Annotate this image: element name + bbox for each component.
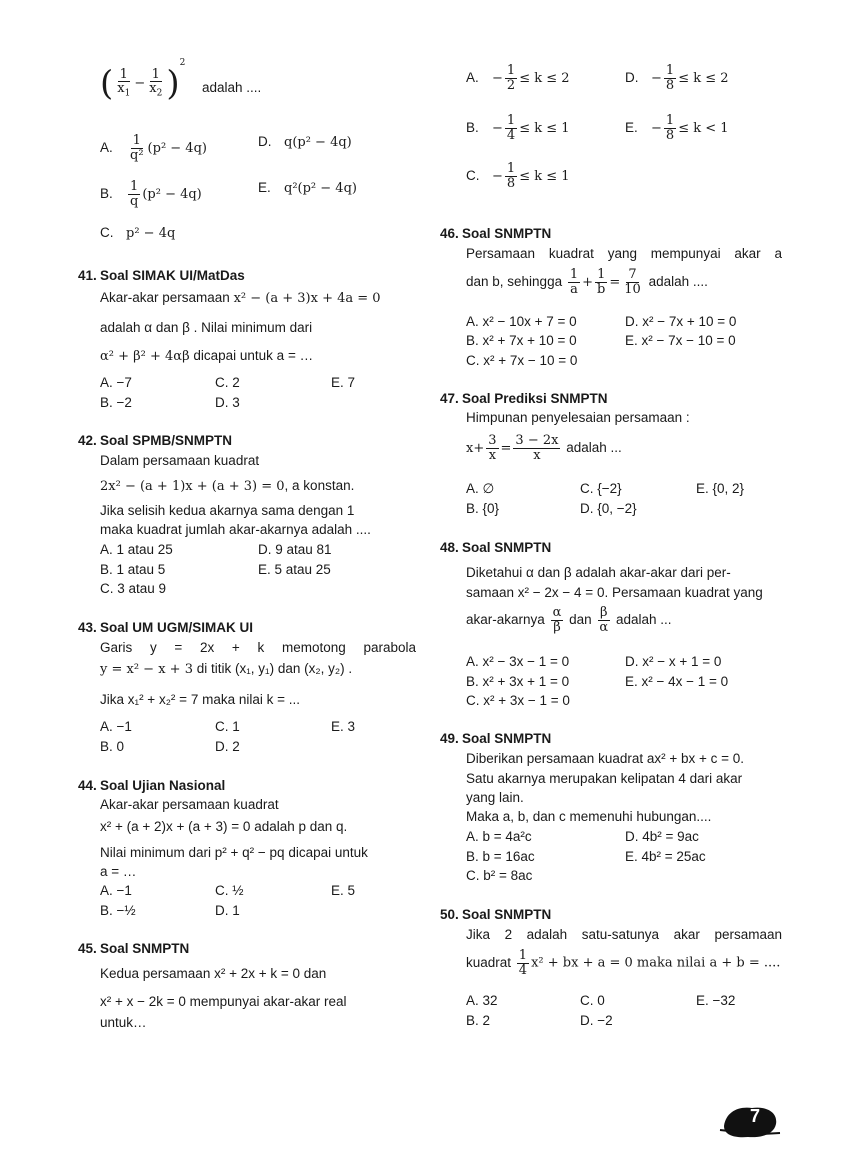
q46-line1: Persamaan kuadrat yang mempunyai akar a <box>466 246 782 261</box>
q45-line1: Kedua persamaan x² + 2x + k = 0 dan <box>100 966 327 981</box>
q45-option-e[interactable]: E. − $\frac{1}{8}$ ≤ k < 1 <box>625 113 729 143</box>
q49-option-c[interactable]: C. b² = 8ac <box>466 868 533 883</box>
q46-option-c[interactable]: C. x² + 7x − 10 = 0 <box>466 353 578 368</box>
q40-expression: ( $\frac{1}{x_1}$ − $\frac{1}{x_2}$ )$^2$ <box>100 58 186 104</box>
q45-line3: untuk… <box>100 1015 147 1030</box>
q44-heading: 44. Soal Ujian Nasional <box>78 778 226 793</box>
q50-option-e[interactable]: E. −32 <box>696 993 736 1008</box>
q50-option-a[interactable]: A. 32 <box>466 993 498 1008</box>
q49-line2: Satu akarnya merupakan kelipatan 4 dari akar <box>466 771 743 786</box>
q46-option-a[interactable]: A. x² − 10x + 7 = 0 <box>466 314 577 329</box>
page-number: 7 <box>749 1106 760 1126</box>
q47-option-d[interactable]: D. {0, −2} <box>580 501 637 516</box>
q49-heading: 49. Soal SNMPTN <box>440 731 552 746</box>
q43-heading: 43. Soal UM UGM/SIMAK UI <box>78 620 254 635</box>
q43-line3: Jika x₁² + x₂² = 7 maka nilai k = ... <box>100 692 300 707</box>
q47-option-e[interactable]: E. {0, 2} <box>696 481 745 496</box>
q49-option-a[interactable]: A. b = 4a²c <box>466 829 532 844</box>
q41-line2: adalah α dan β . Nilai minimum dari <box>100 320 313 335</box>
q42-option-c[interactable]: C. 3 atau 9 <box>100 581 167 596</box>
q50-option-c[interactable]: C. 0 <box>580 993 605 1008</box>
q41-option-c[interactable]: C. 2 <box>215 375 240 390</box>
q43-option-b[interactable]: B. 0 <box>100 739 125 754</box>
q42-line2: Jika selisih kedua akarnya sama dengan 1 <box>100 503 355 518</box>
q50-line2: kuadrat $\frac{1}{4}$ x² + bx + a = 0 maka nilai a + b = .... <box>466 948 781 978</box>
q49-option-b[interactable]: B. b = 16ac <box>466 849 535 864</box>
q42-heading: 42. Soal SPMB/SNMPTN <box>78 433 233 448</box>
q44-line2: x² + (a + 2)x + (a + 3) = 0 adalah p dan q. <box>100 819 348 834</box>
q44-option-a[interactable]: A. −1 <box>100 883 132 898</box>
q45-heading: 45. Soal SNMPTN <box>78 941 190 956</box>
q42-option-e[interactable]: E. 5 atau 25 <box>258 562 331 577</box>
q47-option-b[interactable]: B. {0} <box>466 501 500 516</box>
q41-option-e[interactable]: E. 7 <box>331 375 356 390</box>
q46-heading: 46. Soal SNMPTN <box>440 226 552 241</box>
q40-option-d[interactable]: D. q(p² − 4q) <box>258 134 352 150</box>
q40-option-e[interactable]: E. q²(p² − 4q) <box>258 180 357 196</box>
q49-line4: Maka a, b, dan c memenuhi hubungan.... <box>466 809 712 824</box>
q40-tail: adalah .... <box>202 80 262 95</box>
q48-line1: Diketahui α dan β adalah akar-akar dari per- <box>466 565 731 580</box>
q48-option-c[interactable]: C. x² + 3x − 1 = 0 <box>466 693 570 708</box>
q45-option-c[interactable]: C. − $\frac{1}{8}$ ≤ k ≤ 1 <box>466 161 570 191</box>
q40-option-b[interactable]: B. $\frac{1}{q}$ (p² − 4q) <box>100 179 202 209</box>
q43-option-c[interactable]: C. 1 <box>215 719 240 734</box>
q49-option-e[interactable]: E. 4b² = 25ac <box>625 849 706 864</box>
q48-line2: samaan x² − 2x − 4 = 0. Persamaan kuadrat yang <box>466 585 763 600</box>
q43-line2: y = x² − x + 3 di titik (x₁, y₁) dan (x₂, y₂) . <box>100 661 353 677</box>
q46-option-d[interactable]: D. x² − 7x + 10 = 0 <box>625 314 737 329</box>
q43-option-e[interactable]: E. 3 <box>331 719 356 734</box>
q50-line1: Jika 2 adalah satu-satunya akar persamaan <box>466 927 782 942</box>
q50-heading: 50. Soal SNMPTN <box>440 907 552 922</box>
q44-option-b[interactable]: B. −½ <box>100 903 136 918</box>
q44-line4: a = … <box>100 864 137 879</box>
q44-option-d[interactable]: D. 1 <box>215 903 240 918</box>
q44-line1: Akar-akar persamaan kuadrat <box>100 797 279 812</box>
q41-option-d[interactable]: D. 3 <box>215 395 240 410</box>
q47-heading: 47. Soal Prediksi SNMPTN <box>440 391 608 406</box>
q49-option-d[interactable]: D. 4b² = 9ac <box>625 829 699 844</box>
q48-heading: 48. Soal SNMPTN <box>440 540 552 555</box>
q47-option-c[interactable]: C. {−2} <box>580 481 622 496</box>
q44-option-c[interactable]: C. ½ <box>215 883 244 898</box>
q42-option-b[interactable]: B. 1 atau 5 <box>100 562 166 577</box>
q43-line1: Garis y = 2x + k memotong parabola <box>100 640 416 655</box>
q41-line1: Akar-akar persamaan x² − (a + 3)x + 4a = 0 <box>100 290 381 306</box>
q48-option-b[interactable]: B. x² + 3x + 1 = 0 <box>466 674 570 689</box>
q42-option-d[interactable]: D. 9 atau 81 <box>258 542 332 557</box>
q47-line1: Himpunan penyelesaian persamaan : <box>466 410 690 425</box>
q42-line1: Dalam persamaan kuadrat <box>100 453 260 468</box>
q48-option-e[interactable]: E. x² − 4x − 1 = 0 <box>625 674 729 689</box>
q41-line3: α² + β² + 4αβ dicapai untuk a = … <box>100 348 314 364</box>
q43-option-a[interactable]: A. −1 <box>100 719 132 734</box>
q46-option-e[interactable]: E. x² − 7x − 10 = 0 <box>625 333 736 348</box>
q47-equation: x+ $\frac{3}{x}$ = $\frac{3 - 2x}{x}$ adalah ... <box>466 433 622 463</box>
q50-option-b[interactable]: B. 2 <box>466 1013 491 1028</box>
q45-option-d[interactable]: D. − $\frac{1}{8}$ ≤ k ≤ 2 <box>625 63 729 93</box>
q41-option-a[interactable]: A. −7 <box>100 375 132 390</box>
q42-line3: maka kuadrat jumlah akar-akarnya adalah .... <box>100 522 371 537</box>
q49-line1: Diberikan persamaan kuadrat ax² + bx + c = 0. <box>466 751 745 766</box>
q44-option-e[interactable]: E. 5 <box>331 883 356 898</box>
q50-option-d[interactable]: D. −2 <box>580 1013 613 1028</box>
q45-option-a[interactable]: A. − $\frac{1}{2}$ ≤ k ≤ 2 <box>466 63 570 93</box>
q47-option-a[interactable]: A. ∅ <box>466 481 495 496</box>
q42-equation: 2x² − (a + 1)x + (a + 3) = 0, a konstan. <box>100 478 355 494</box>
q48-line3: akar-akarnya $\frac{\alpha}{\beta}$ dan $\frac{\beta}{\alpha}$ adalah ... <box>466 605 672 635</box>
q43-option-d[interactable]: D. 2 <box>215 739 240 754</box>
q48-option-d[interactable]: D. x² − x + 1 = 0 <box>625 654 722 669</box>
q46-line2: dan b, sehingga $\frac{1}{a}$ + $\frac{1}{b}$ = $\frac{7}{10}$ adalah .... <box>466 267 708 297</box>
q44-line3: Nilai minimum dari p² + q² − pq dicapai untuk <box>100 845 368 860</box>
q42-option-a[interactable]: A. 1 atau 25 <box>100 542 173 557</box>
q40-option-c[interactable]: C. p² − 4q <box>100 225 176 241</box>
q45-line2: x² + x − 2k = 0 mempunyai akar-akar real <box>100 994 347 1009</box>
q40-option-a[interactable]: A. $\frac{1}{\text{q²}}$ (p² − 4q) <box>100 133 207 163</box>
q48-option-a[interactable]: A. x² − 3x − 1 = 0 <box>466 654 570 669</box>
q41-option-b[interactable]: B. −2 <box>100 395 132 410</box>
q46-option-b[interactable]: B. x² + 7x + 10 = 0 <box>466 333 577 348</box>
q49-line3: yang lain. <box>466 790 524 805</box>
q41-heading: 41. Soal SIMAK UI/MatDas <box>78 268 245 283</box>
q45-option-b[interactable]: B. − $\frac{1}{4}$ ≤ k ≤ 1 <box>466 113 570 143</box>
